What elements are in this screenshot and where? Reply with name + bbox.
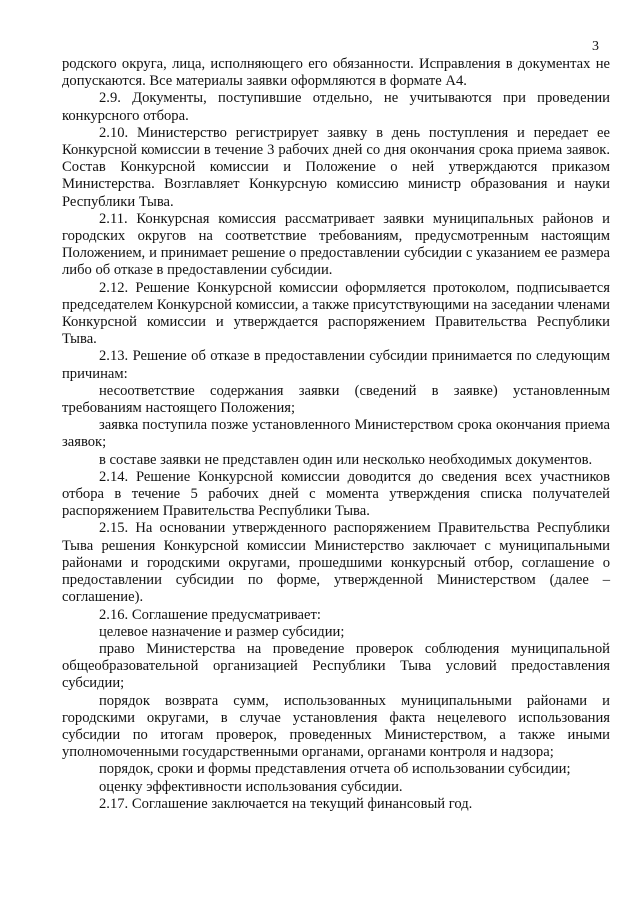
list-item: право Министерства на проведение проверок соблюдения муниципальной общеобразовательной организацией Республики Тыва условий предоставления субсидии; <box>62 640 610 692</box>
list-item: порядок возврата сумм, использованных муниципальными районами и городскими округами, в случае установления факта нецелевого использования субсидии по итогам проверок, проведенных Министерством, а также иными уполномоченными государственными органами, органами контроля и надзора; <box>62 692 610 761</box>
paragraph: 2.17. Соглашение заключается на текущий финансовый год. <box>99 795 473 812</box>
list-item: оценку эффективности использования субсидии. <box>99 778 403 795</box>
paragraph: родского округа, лица, исполняющего его обязанности. Исправления в документах не допускаются. Все материалы заявки оформляются в формате А4. <box>62 56 610 90</box>
list-item: целевое назначение и размер субсидии; <box>99 623 345 640</box>
paragraph: 2.11. Конкурсная комиссия рассматривает заявки муниципальных районов и городских округов на соответствие требованиям, предусмотренным настоящим Положением, и принимает решение о предоставлении субсидии с указанием ее размера либо об отказе в предоставлении субсидии. <box>62 210 610 279</box>
paragraph: 2.16. Соглашение предусматривает: <box>99 606 321 623</box>
list-item: заявка поступила позже установленного Министерством срока окончания приема заявок; <box>62 417 610 451</box>
document-body <box>62 56 610 813</box>
paragraph: 2.9. Документы, поступившие отдельно, не учитываются при проведении конкурсного отбора. <box>62 90 610 124</box>
list-item: порядок, сроки и формы представления отчета об использовании субсидии; <box>99 761 571 778</box>
paragraph: 2.15. На основании утвержденного распоряжением Правительства Республики Тыва решения Конкурсной комиссии Министерство заключает с муниципальными районами и городскими округами, прошедшими конкурсный отбор, соглашение о предоставлении субсидии по форме, утвержденной Министерством (далее – соглашение). <box>62 520 610 606</box>
paragraph: 2.13. Решение об отказе в предоставлении субсидии принимается по следующим причинам: <box>62 348 610 382</box>
paragraph: 2.14. Решение Конкурсной комиссии доводится до сведения всех участников отбора в течение 5 рабочих дней с момента утверждения списка получателей распоряжением Правительства Республики Тыва. <box>62 468 610 520</box>
list-item: в составе заявки не представлен один или несколько необходимых документов. <box>99 451 593 468</box>
paragraph: 2.12. Решение Конкурсной комиссии оформляется протоколом, подписывается председателем Конкурсной комиссии, а также присутствующими на заседании членами Конкурсной комиссии и утверждается распоряжением Правительства Республики Тыва. <box>62 279 610 348</box>
list-item: несоответствие содержания заявки (сведений в заявке) установленным требованиям настоящего Положения; <box>62 382 610 417</box>
paragraph: 2.10. Министерство регистрирует заявку в день поступления и передает ее Конкурсной комиссии в течение 3 рабочих дней со дня окончания срока приема заявок. Состав Конкурсной комиссии и Положение о ней утверждаются приказом Министерства. Возглавляет Конкурсную комиссию министр образования и науки Республики Тыва. <box>62 124 610 210</box>
page-number: 3 <box>592 39 599 54</box>
